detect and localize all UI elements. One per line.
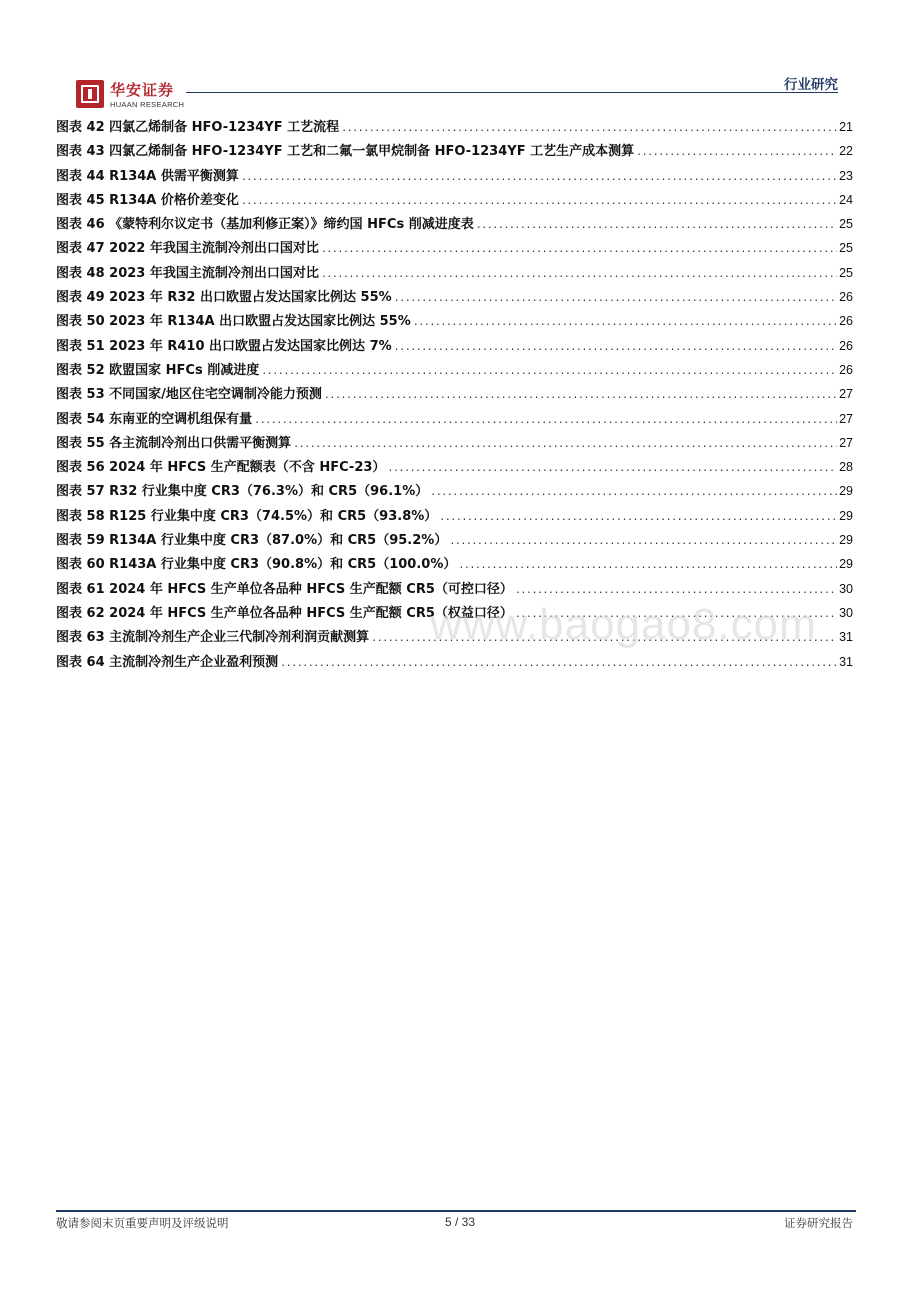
- toc-entry-title[interactable]: 图表 50 2023 年 R134A 出口欧盟占发达国家比例达 55%: [56, 314, 411, 330]
- toc-dot-leader: [449, 530, 837, 554]
- toc-dot-leader: [476, 214, 837, 238]
- toc-entry-page[interactable]: 22: [839, 144, 853, 159]
- toc-entry-page[interactable]: 29: [839, 484, 853, 499]
- toc-entry-title[interactable]: 图表 60 R143A 行业集中度 CR3（90.8%）和 CR5（100.0%）: [56, 557, 457, 573]
- toc-entry-page[interactable]: 27: [839, 387, 853, 402]
- toc-entry-page[interactable]: 24: [839, 192, 853, 207]
- toc-entry[interactable]: [56, 188, 853, 212]
- toc-dot-leader: [341, 117, 837, 141]
- toc-entry-page[interactable]: 27: [839, 435, 853, 450]
- toc-dot-leader: [636, 141, 837, 165]
- footer-disclaimer: 敬请参阅末页重要声明及评级说明: [56, 1216, 229, 1230]
- toc-entry[interactable]: [56, 528, 853, 552]
- toc-dot-leader: [430, 481, 837, 505]
- toc-entry[interactable]: [56, 139, 853, 163]
- toc-entry-title[interactable]: 图表 63 主流制冷剂生产企业三代制冷剂利润贡献测算: [56, 630, 370, 646]
- toc-entry-page[interactable]: 21: [839, 120, 853, 134]
- toc-dot-leader: [261, 360, 837, 384]
- footer-report-type: 证券研究报告: [784, 1216, 853, 1230]
- toc-entry-page[interactable]: 30: [839, 605, 853, 620]
- toc-entry[interactable]: [56, 650, 853, 674]
- toc-entry-title[interactable]: 图表 43 四氯乙烯制备 HFO-1234YF 工艺和二氟一氯甲烷制备 HFO-1234YF 工艺生产成本测算: [56, 144, 635, 160]
- toc-entry[interactable]: [56, 504, 853, 528]
- toc-entry-page[interactable]: 29: [839, 508, 853, 523]
- toc-dot-leader: [321, 263, 837, 287]
- toc-dot-leader: [387, 457, 837, 481]
- toc-entry-title[interactable]: 图表 62 2024 年 HFCS 生产单位各品种 HFCS 生产配额 CR5（权益口径）: [56, 605, 513, 621]
- toc-dot-leader: [439, 506, 837, 530]
- toc-dot-leader: [394, 336, 837, 360]
- toc-entry-page[interactable]: 27: [839, 411, 853, 426]
- toc-entry[interactable]: [56, 407, 853, 431]
- toc-entry-title[interactable]: 图表 55 各主流制冷剂出口供需平衡测算: [56, 435, 292, 451]
- toc-entry-title[interactable]: 图表 51 2023 年 R410 出口欧盟占发达国家比例达 7%: [56, 338, 392, 354]
- toc-entry[interactable]: [56, 115, 853, 139]
- toc-entry[interactable]: [56, 552, 853, 576]
- toc-entry-page[interactable]: 29: [839, 557, 853, 572]
- toc-entry[interactable]: [56, 358, 853, 382]
- toc-entry-page[interactable]: 26: [839, 338, 853, 353]
- toc-entry-title[interactable]: 图表 48 2023 年我国主流制冷剂出口国对比: [56, 265, 319, 281]
- toc-entry-title[interactable]: 图表 54 东南亚的空调机组保有量: [56, 411, 253, 427]
- figure-list: [56, 115, 853, 674]
- toc-entry-title[interactable]: 图表 49 2023 年 R32 出口欧盟占发达国家比例达 55%: [56, 290, 392, 306]
- toc-dot-leader: [413, 311, 837, 335]
- brand-name: 华安证券: [110, 81, 175, 99]
- toc-entry-title[interactable]: 图表 46 《蒙特利尔议定书（基加利修正案）》缔约国 HFCs 削减进度表: [56, 217, 474, 233]
- section-label: 行业研究: [784, 77, 838, 93]
- toc-entry-page[interactable]: 28: [839, 460, 853, 475]
- toc-entry-page[interactable]: 30: [839, 581, 853, 596]
- toc-entry-page[interactable]: 31: [839, 654, 853, 669]
- toc-dot-leader: [324, 384, 837, 408]
- toc-entry-page[interactable]: 25: [839, 217, 853, 232]
- toc-entry[interactable]: [56, 382, 853, 406]
- footer-divider: [56, 1210, 856, 1212]
- toc-entry[interactable]: [56, 577, 853, 601]
- toc-entry-title[interactable]: 图表 53 不同国家/地区住宅空调制冷能力预测: [56, 387, 322, 403]
- toc-entry-page[interactable]: 25: [839, 241, 853, 256]
- toc-entry-title[interactable]: 图表 57 R32 行业集中度 CR3（76.3%）和 CR5（96.1%）: [56, 484, 429, 500]
- toc-entry[interactable]: [56, 479, 853, 503]
- toc-entry-title[interactable]: 图表 59 R134A 行业集中度 CR3（87.0%）和 CR5（95.2%）: [56, 533, 448, 549]
- toc-entry-page[interactable]: 26: [839, 362, 853, 377]
- toc-entry-title[interactable]: 图表 47 2022 年我国主流制冷剂出口国对比: [56, 241, 319, 257]
- toc-dot-leader: [241, 190, 837, 214]
- toc-entry-title[interactable]: 图表 44 R134A 供需平衡测算: [56, 168, 239, 184]
- toc-entry-page[interactable]: 23: [839, 168, 853, 183]
- header-divider: [186, 92, 838, 93]
- toc-entry[interactable]: [56, 236, 853, 260]
- toc-entry-title[interactable]: 图表 58 R125 行业集中度 CR3（74.5%）和 CR5（93.8%）: [56, 508, 438, 524]
- toc-dot-leader: [280, 652, 837, 676]
- toc-entry[interactable]: [56, 285, 853, 309]
- toc-dot-leader: [321, 238, 837, 262]
- toc-dot-leader: [293, 433, 837, 457]
- toc-entry[interactable]: [56, 261, 853, 285]
- brand-subtitle: HUAAN RESEARCH: [110, 100, 185, 109]
- toc-entry-page[interactable]: 26: [839, 314, 853, 329]
- watermark: www.baogao8.com: [430, 600, 817, 649]
- toc-dot-leader: [394, 287, 837, 311]
- page-number: 5 / 33: [444, 1215, 476, 1229]
- toc-entry-page[interactable]: 29: [839, 533, 853, 548]
- toc-entry-title[interactable]: 图表 56 2024 年 HFCS 生产配额表（不含 HFC-23）: [56, 460, 386, 476]
- toc-dot-leader: [254, 409, 837, 433]
- toc-entry-title[interactable]: 图表 64 主流制冷剂生产企业盈利预测: [56, 654, 279, 670]
- toc-dot-leader: [241, 166, 837, 190]
- toc-entry-title[interactable]: 图表 42 四氯乙烯制备 HFO-1234YF 工艺流程: [56, 120, 340, 135]
- toc-dot-leader: [458, 554, 837, 578]
- toc-entry[interactable]: [56, 212, 853, 236]
- brand-logo-icon: [76, 80, 104, 108]
- toc-entry[interactable]: [56, 334, 853, 358]
- toc-entry-page[interactable]: 31: [839, 630, 853, 645]
- toc-entry-title[interactable]: 图表 45 R134A 价格价差变化: [56, 192, 239, 208]
- toc-entry[interactable]: [56, 164, 853, 188]
- toc-entry[interactable]: [56, 431, 853, 455]
- toc-entry-page[interactable]: 25: [839, 265, 853, 280]
- toc-entry-title[interactable]: 图表 52 欧盟国家 HFCs 削减进度: [56, 362, 260, 378]
- toc-entry-page[interactable]: 26: [839, 290, 853, 305]
- toc-entry[interactable]: [56, 309, 853, 333]
- toc-entry[interactable]: [56, 455, 853, 479]
- toc-entry-title[interactable]: 图表 61 2024 年 HFCS 生产单位各品种 HFCS 生产配额 CR5（可控口径）: [56, 581, 513, 597]
